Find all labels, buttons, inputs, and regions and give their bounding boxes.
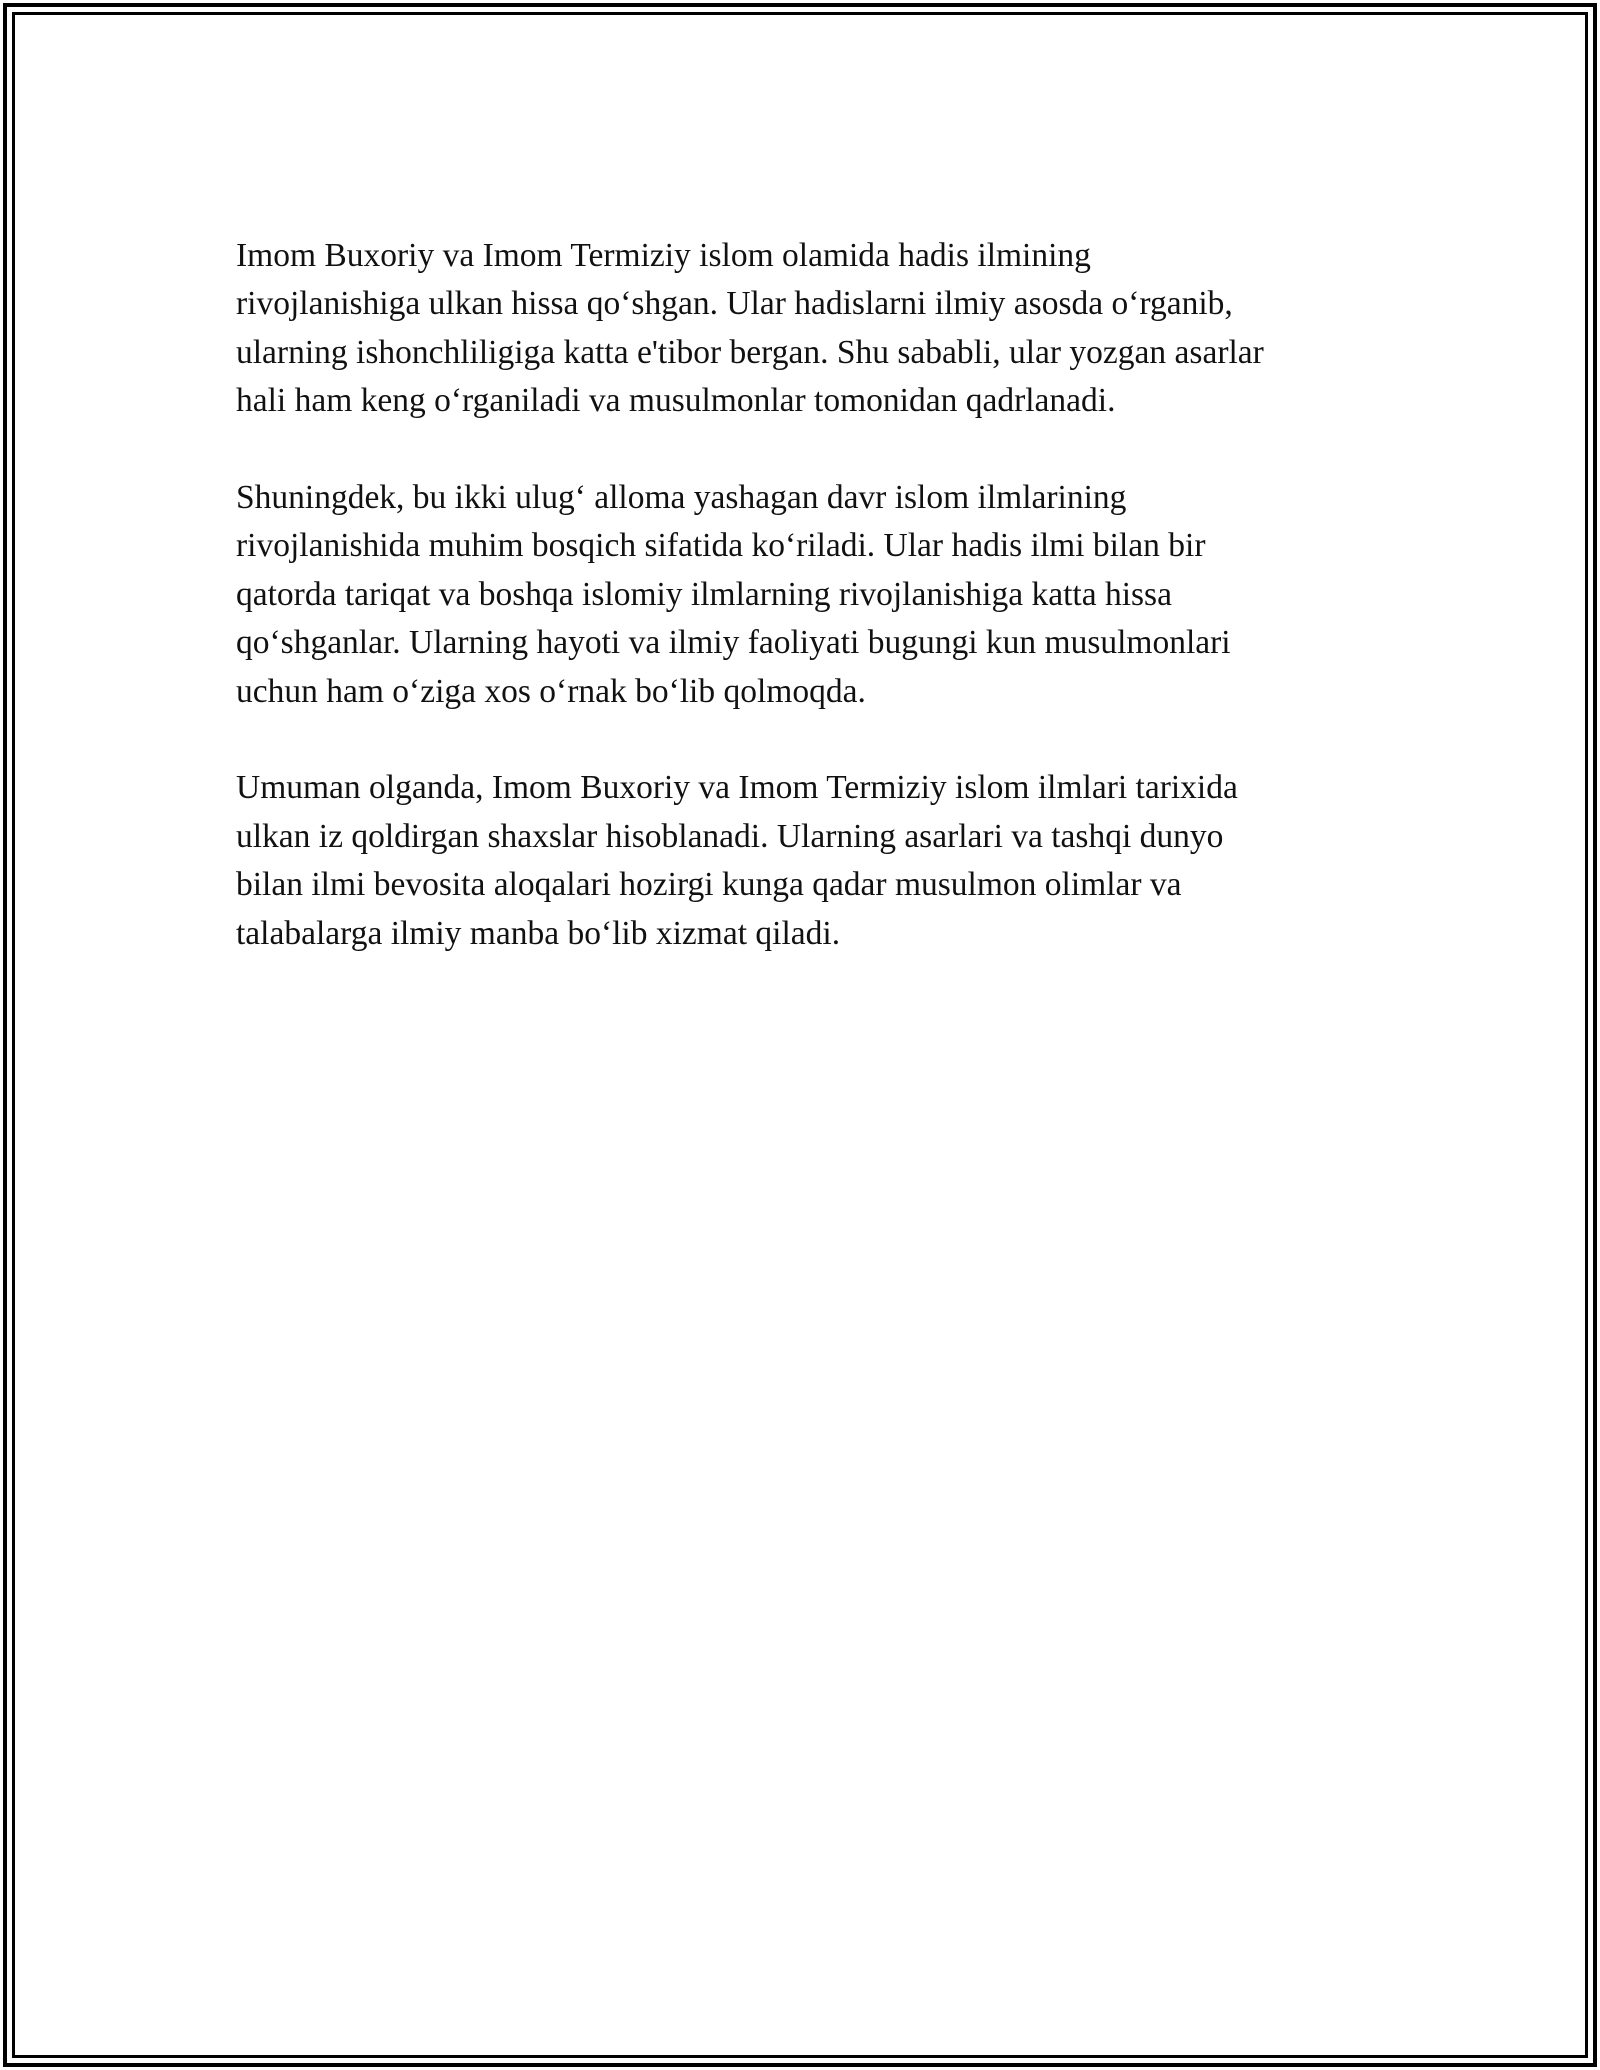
paragraph-2 — [236, 474, 1376, 716]
text-line: hali ham keng o‘rganiladi va musulmonlar tomonidan qadrlanadi. — [236, 382, 1116, 420]
text-line: qatorda tariqat va boshqa islomiy ilmlarning rivojlanishiga katta hissa — [236, 575, 1172, 613]
text-line: ularning ishonchliligiga katta e'tibor bergan. Shu sababli, ular yozgan asarlar — [236, 333, 1264, 371]
text-line: bilan ilmi bevosita aloqalari hozirgi kunga qadar musulmon olimlar va — [236, 866, 1182, 904]
paragraph-1 — [236, 232, 1376, 426]
text-line: rivojlanishiga ulkan hissa qo‘shgan. Ular hadislarni ilmiy asosda o‘rganib, — [236, 285, 1233, 323]
text-line: Umuman olganda, Imom Buxoriy va Imom Termiziy islom ilmlari tarixida — [236, 769, 1238, 807]
text-line: uchun ham o‘ziga xos o‘rnak bo‘lib qolmoqda. — [236, 672, 866, 710]
text-line: ulkan iz qoldirgan shaxslar hisoblanadi. Ularning asarlari va tashqi dunyo — [236, 817, 1224, 855]
text-line: talabalarga ilmiy manba bo‘lib xizmat qiladi. — [236, 914, 841, 952]
text-line: Imom Buxoriy va Imom Termiziy islom olamida hadis ilmining — [236, 237, 1091, 274]
paragraph-3 — [236, 764, 1376, 958]
text-line: qo‘shganlar. Ularning hayoti va ilmiy faoliyati bugungi kun musulmonlari — [236, 624, 1231, 662]
text-line: rivojlanishida muhim bosqich sifatida ko‘riladi. Ular hadis ilmi bilan bir — [236, 527, 1206, 565]
text-line: Shuningdek, bu ikki ulug‘ alloma yashagan davr islom ilmlarining — [236, 479, 1127, 517]
document-body — [236, 232, 1376, 1006]
